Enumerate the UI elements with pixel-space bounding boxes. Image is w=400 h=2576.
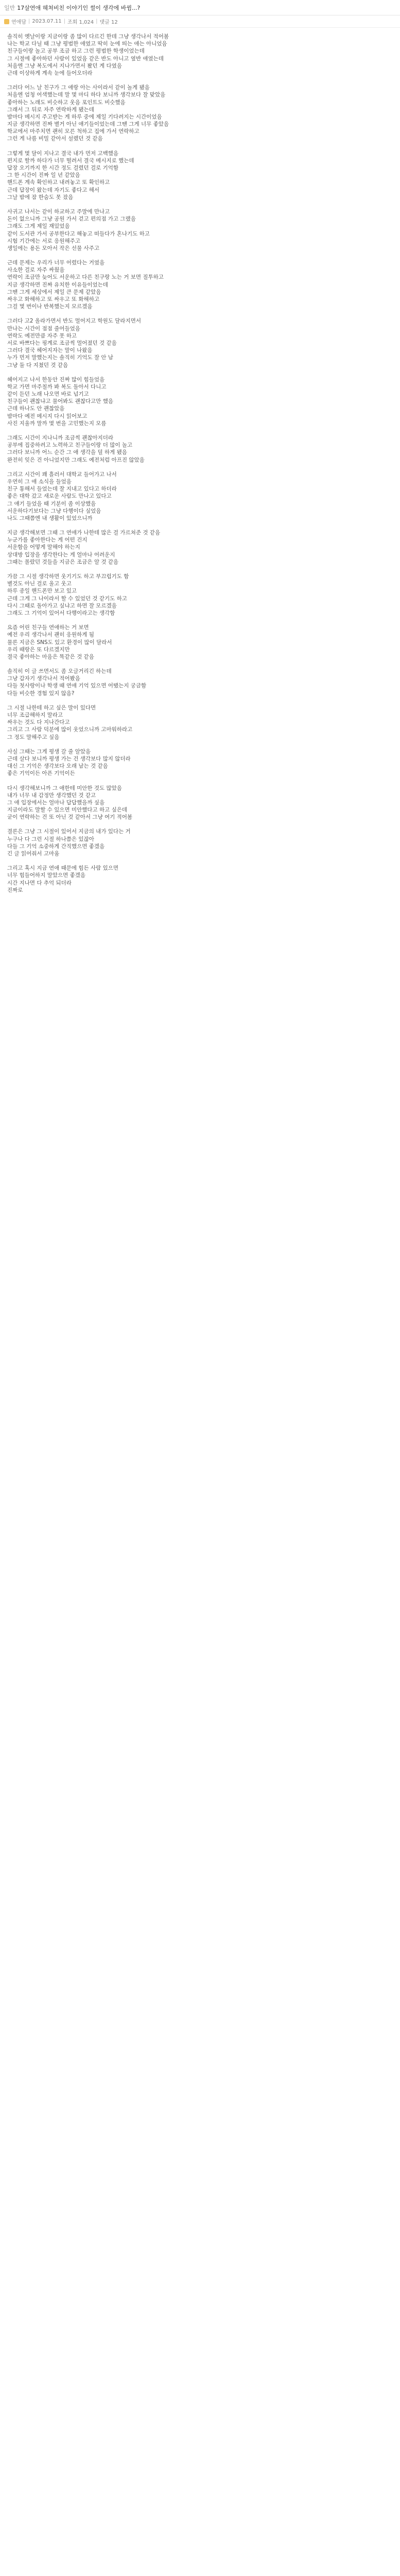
text-line: 생일에는 용돈 모아서 작은 선물 사주고 bbox=[7, 245, 99, 251]
paragraph bbox=[7, 668, 393, 697]
text-line: 학교에서 마주치면 괜히 모른 척하고 집에 가서 연락하고 bbox=[7, 128, 140, 135]
text-line: 사실 그때는 그게 평생 갈 줄 알았음 bbox=[7, 748, 91, 755]
text-line: 결론은 그냥 그 시절이 있어서 지금의 내가 있다는 거 bbox=[7, 828, 131, 835]
text-line: 다시 그때로 돌아가고 싶냐고 하면 잘 모르겠음 bbox=[7, 602, 117, 609]
text-line: 근데 그게 그 나이라서 할 수 있었던 것 같기도 하고 bbox=[7, 595, 127, 602]
text-line: 친구 통해서 들었는데 잘 지내고 있다고 하더라 bbox=[7, 486, 117, 493]
text-line: 사소한 걸로 자주 싸웠음 bbox=[7, 267, 65, 274]
text-line: 처음엔 그냥 복도에서 지나가면서 봤던 게 다였음 bbox=[7, 62, 122, 69]
text-line: 답장 오기까지 한 시간 정도 걸렸던 걸로 기억함 bbox=[7, 165, 119, 171]
text-line: 하루 종일 핸드폰만 보고 있고 bbox=[7, 588, 77, 595]
text-line: 지금이라도 말할 수 있으면 미안했다고 하고 싶은데 bbox=[7, 807, 128, 814]
paragraph bbox=[7, 84, 393, 143]
paragraph bbox=[7, 624, 393, 660]
paragraph bbox=[7, 376, 393, 427]
text-line: 연락도 예전만큼 자주 못 하고 bbox=[7, 332, 77, 339]
text-line: 그러다 어느 날 친구가 그 애랑 아는 사이라서 같이 놀게 됐음 bbox=[7, 84, 150, 91]
paragraph-gap bbox=[7, 777, 393, 785]
text-line: 그래도 시간이 지나니까 조금씩 괜찮아지더라 bbox=[7, 435, 114, 441]
text-line: 친구들이랑 놀고 공부 조금 하고 그런 평범한 학생이었는데 bbox=[7, 48, 145, 55]
text-line: 그 시절에 좋아하던 사람이 있었음 같은 반도 아니고 옆반 애였는데 bbox=[7, 55, 164, 62]
text-line: 좋아하는 노래도 비슷하고 웃음 포인트도 비슷했음 bbox=[7, 99, 126, 106]
post-author[interactable]: 연애담 bbox=[11, 20, 26, 25]
text-line: 다시 생각해보니까 그 애한테 미안한 것도 많았음 bbox=[7, 785, 122, 791]
text-line: 시험 기간에는 서로 응원해주고 bbox=[7, 238, 80, 244]
post-title: 17살연애 헤쳐비친 이야기인 썰이 생각에 바뀜...? bbox=[17, 4, 141, 11]
paragraph-gap bbox=[7, 369, 393, 376]
text-line: 그냥 갑자기 생각나서 적어봤음 bbox=[7, 675, 80, 682]
text-line: 핸드폰 계속 확인하고 내려놓고 또 확인하고 bbox=[7, 179, 110, 186]
separator: | bbox=[63, 19, 65, 24]
paragraph bbox=[7, 748, 393, 777]
text-line: 근데 하나도 안 괜찮았음 bbox=[7, 405, 65, 412]
post-views: 조회 1,024 bbox=[67, 20, 94, 25]
text-line: 그리고 시간이 꽤 흘러서 대학교 들어가고 나서 bbox=[7, 471, 117, 478]
text-line: 근데 살다 보니까 평생 가는 건 생각보다 많지 않더라 bbox=[7, 755, 131, 762]
separator: | bbox=[96, 19, 98, 24]
text-line: 그래서 그 뒤로 자주 연락하게 됐는데 bbox=[7, 106, 94, 113]
text-line: 긴 글 읽어줘서 고마움 bbox=[7, 851, 60, 857]
paragraph bbox=[7, 865, 393, 894]
text-line: 사진 지울까 말까 몇 번을 고민했는지 모름 bbox=[7, 420, 107, 427]
text-line: 서운함을 어떻게 말해야 하는지 bbox=[7, 544, 80, 551]
post-meta bbox=[0, 15, 400, 28]
text-line: 서로 바쁘다는 핑계로 조금씩 멀어졌던 것 같음 bbox=[7, 340, 117, 346]
text-line: 그래도 그게 제일 재밌었음 bbox=[7, 223, 70, 230]
text-line: 상대방 입장을 생각한다는 게 얼마나 어려운지 bbox=[7, 551, 115, 558]
text-line: 싸우고 화해하고 또 싸우고 또 화해하고 bbox=[7, 296, 99, 302]
text-line: 별것도 아닌 걸로 울고 웃고 bbox=[7, 581, 72, 587]
text-line: 그걸 몇 번이나 반복했는지 모르겠음 bbox=[7, 303, 93, 310]
post-category[interactable]: 일반 bbox=[4, 4, 15, 11]
paragraph-gap bbox=[7, 464, 393, 471]
paragraph-gap bbox=[7, 697, 393, 704]
text-line: 예전 우리 생각나서 괜히 응원하게 됨 bbox=[7, 632, 94, 638]
text-line: 내가 너무 내 감정만 생각했던 것 같고 bbox=[7, 792, 96, 799]
text-line: 서운하다기보다는 그냥 다행이다 싶었음 bbox=[7, 507, 101, 514]
text-line: 같이 듣던 노래 나오면 바로 넘기고 bbox=[7, 391, 89, 398]
text-line: 그 한 시간이 진짜 일 년 같았음 bbox=[7, 172, 80, 179]
text-line: 너무 조급해하지 말라고 bbox=[7, 712, 63, 718]
text-line: 다들 그 기억 소중하게 간직했으면 좋겠음 bbox=[7, 843, 105, 850]
text-line: 다들 첫사랑이나 학생 때 연애 기억 있으면 어땠는지 궁금함 bbox=[7, 683, 147, 689]
paragraph bbox=[7, 317, 393, 368]
text-line: 그 정도 말해주고 싶음 bbox=[7, 734, 60, 740]
paragraph-gap bbox=[7, 201, 393, 208]
text-line: 좋은 기억이든 아픈 기억이든 bbox=[7, 770, 75, 777]
text-line: 지금 생각하면 진짜 유치한 이유들이었는데 bbox=[7, 281, 108, 288]
text-line: 그 애 입장에서는 얼마나 답답했을까 싶음 bbox=[7, 799, 105, 806]
text-line: 가끔 그 시절 생각하면 웃기기도 하고 부끄럽기도 함 bbox=[7, 573, 129, 580]
paragraph-gap bbox=[7, 617, 393, 624]
paragraph-gap bbox=[7, 857, 393, 865]
text-line: 솔직히 옛날이랑 지금이랑 좀 많이 다르긴 한데 그냥 생각나서 적어봄 bbox=[7, 33, 169, 40]
post-header bbox=[0, 0, 400, 15]
paragraph bbox=[7, 150, 393, 201]
paragraph-gap bbox=[7, 821, 393, 828]
text-line: 그리고 혹시 지금 연애 때문에 힘든 사람 있으면 bbox=[7, 865, 119, 872]
text-line: 그냥 둘 다 지쳤던 것 같음 bbox=[7, 362, 68, 368]
text-line: 대신 그 기억은 생각보다 오래 남는 것 같음 bbox=[7, 763, 108, 770]
paragraph-gap bbox=[7, 427, 393, 434]
paragraph-gap bbox=[7, 252, 393, 259]
text-line: 그런 게 나름 비밀 같아서 설렜던 것 같음 bbox=[7, 135, 103, 142]
paragraph bbox=[7, 828, 393, 857]
paragraph-gap bbox=[7, 522, 393, 529]
paragraph-gap bbox=[7, 741, 393, 748]
text-line: 다들 비슷한 경험 있지 않음? bbox=[7, 690, 75, 697]
text-line: 누가 먼저 말했는지는 솔직히 기억도 잘 안 남 bbox=[7, 354, 113, 361]
post-comments[interactable]: 댓글 12 bbox=[99, 20, 118, 25]
text-line: 편지로 할까 하다가 너무 떨려서 결국 메시지로 했는데 bbox=[7, 157, 134, 164]
text-line: 그러다 고2 올라가면서 반도 멀어지고 학원도 달라지면서 bbox=[7, 318, 141, 325]
paragraph bbox=[7, 434, 393, 464]
text-line: 우리 때랑은 또 다르겠지만 bbox=[7, 646, 70, 653]
text-line: 물론 지금은 SNS도 있고 환경이 많이 달라서 bbox=[7, 639, 112, 646]
text-line: 누군가를 좋아한다는 게 어떤 건지 bbox=[7, 537, 88, 544]
text-line: 같이 도서관 가서 공부한다고 해놓고 떠들다가 혼나기도 하고 bbox=[7, 230, 150, 237]
text-line: 그러다 결국 헤어지자는 말이 나왔음 bbox=[7, 347, 93, 354]
text-line: 요즘 어린 친구들 연애하는 거 보면 bbox=[7, 624, 89, 631]
text-line: 근데 이상하게 계속 눈에 들어오더라 bbox=[7, 70, 93, 76]
text-line: 솔직히 이 글 쓰면서도 좀 오글거리긴 하는데 bbox=[7, 668, 112, 675]
paragraph bbox=[7, 471, 393, 522]
post-body bbox=[0, 28, 400, 894]
text-line: 우연히 그 애 소식을 들었음 bbox=[7, 478, 72, 485]
text-line: 헤어지고 나서 한동안 진짜 많이 힘들었음 bbox=[7, 376, 105, 383]
text-line: 진짜로 bbox=[7, 887, 23, 893]
text-line: 학교 가면 마주칠까 봐 복도 돌아서 다니고 bbox=[7, 383, 107, 390]
paragraph-gap bbox=[7, 310, 393, 317]
post-date: 2023.07.11 bbox=[32, 19, 62, 24]
paragraph bbox=[7, 529, 393, 566]
paragraph bbox=[7, 208, 393, 252]
paragraph bbox=[7, 785, 393, 821]
text-line: 밤마다 예전 메시지 다시 읽어보고 bbox=[7, 413, 88, 419]
text-line: 돈이 없으니까 그냥 공원 가서 걷고 편의점 가고 그랬음 bbox=[7, 216, 136, 223]
paragraph bbox=[7, 704, 393, 741]
paragraph bbox=[7, 259, 393, 310]
paragraph bbox=[7, 33, 393, 77]
text-line: 연락이 조금만 늦어도 서운하고 다른 친구랑 노는 거 보면 질투하고 bbox=[7, 274, 164, 281]
paragraph-gap bbox=[7, 143, 393, 150]
author-badge-icon bbox=[4, 19, 9, 24]
text-line: 근데 답장이 왔는데 자기도 좋다고 해서 bbox=[7, 187, 99, 193]
text-line: 나도 그때쯤엔 내 생활이 있었으니까 bbox=[7, 515, 93, 521]
text-line: 그때는 몰랐던 것들을 지금은 조금은 알 것 같음 bbox=[7, 558, 119, 565]
text-line: 지금 생각해보면 그때 그 연애가 나한테 많은 걸 가르쳐준 것 같음 bbox=[7, 530, 161, 536]
text-line: 만나는 시간이 점점 줄어들었음 bbox=[7, 325, 80, 332]
text-line: 누구나 다 그런 시절 하나쯤은 있잖아 bbox=[7, 836, 94, 842]
text-line: 그 시절 나한테 하고 싶은 말이 있다면 bbox=[7, 704, 96, 711]
text-line: 밤마다 메시지 주고받는 게 하루 중에 제일 기다려지는 시간이었음 bbox=[7, 113, 162, 120]
paragraph-gap bbox=[7, 77, 393, 84]
text-line: 좋은 대학 갔고 새로운 사람도 만나고 있다고 bbox=[7, 493, 112, 500]
text-line: 처음엔 엄청 어색했는데 말 몇 마디 하다 보니까 생각보다 잘 맞았음 bbox=[7, 92, 166, 98]
text-line: 친구들이 괜찮냐고 물어봐도 괜찮다고만 했음 bbox=[7, 398, 114, 405]
text-line: 너무 힘들어하지 말았으면 좋겠음 bbox=[7, 872, 86, 879]
text-line: 그리고 그 사람 덕분에 많이 웃었으니까 고마워하라고 bbox=[7, 726, 133, 733]
text-line: 굳이 연락하는 건 또 아닌 것 같아서 그냥 여기 적어봄 bbox=[7, 814, 133, 821]
text-line: 결국 좋아하는 마음은 똑같은 것 같음 bbox=[7, 653, 94, 660]
text-line: 그 얘기 들었을 때 기분이 좀 이상했음 bbox=[7, 500, 96, 507]
text-line: 싸우는 것도 다 지나간다고 bbox=[7, 719, 70, 726]
separator: | bbox=[28, 19, 30, 24]
text-line: 사귀고 나서는 같이 하교하고 주말에 만나고 bbox=[7, 208, 110, 215]
text-line: 그러다 보니까 어느 순간 그 애 생각을 덜 하게 됐음 bbox=[7, 449, 127, 456]
text-line: 나는 학교 다닐 때 그냥 평범한 애였고 딱히 눈에 띄는 애는 아니었음 bbox=[7, 41, 167, 47]
text-line: 그래도 그 기억이 있어서 다행이라고는 생각함 bbox=[7, 609, 115, 616]
text-line: 시간 지나면 다 추억 되더라 bbox=[7, 879, 72, 886]
paragraph bbox=[7, 573, 393, 617]
text-line: 그땐 그게 세상에서 제일 큰 문제 같았음 bbox=[7, 289, 101, 295]
text-line: 그날 밤에 잠 한숨도 못 잤음 bbox=[7, 194, 74, 200]
text-line: 완전히 잊은 건 아니었지만 그래도 예전처럼 아프진 않았음 bbox=[7, 456, 145, 463]
paragraph-gap bbox=[7, 566, 393, 573]
text-line: 공부에 집중하려고 노력하고 친구들이랑 더 많이 놀고 bbox=[7, 442, 133, 449]
text-line: 그렇게 몇 달이 지나고 결국 내가 먼저 고백했음 bbox=[7, 150, 119, 157]
text-line: 지금 생각하면 진짜 별거 아닌 얘기들이었는데 그땐 그게 너무 좋았음 bbox=[7, 121, 169, 128]
paragraph-gap bbox=[7, 660, 393, 668]
text-line: 근데 문제는 우리가 너무 어렸다는 거였음 bbox=[7, 260, 105, 266]
